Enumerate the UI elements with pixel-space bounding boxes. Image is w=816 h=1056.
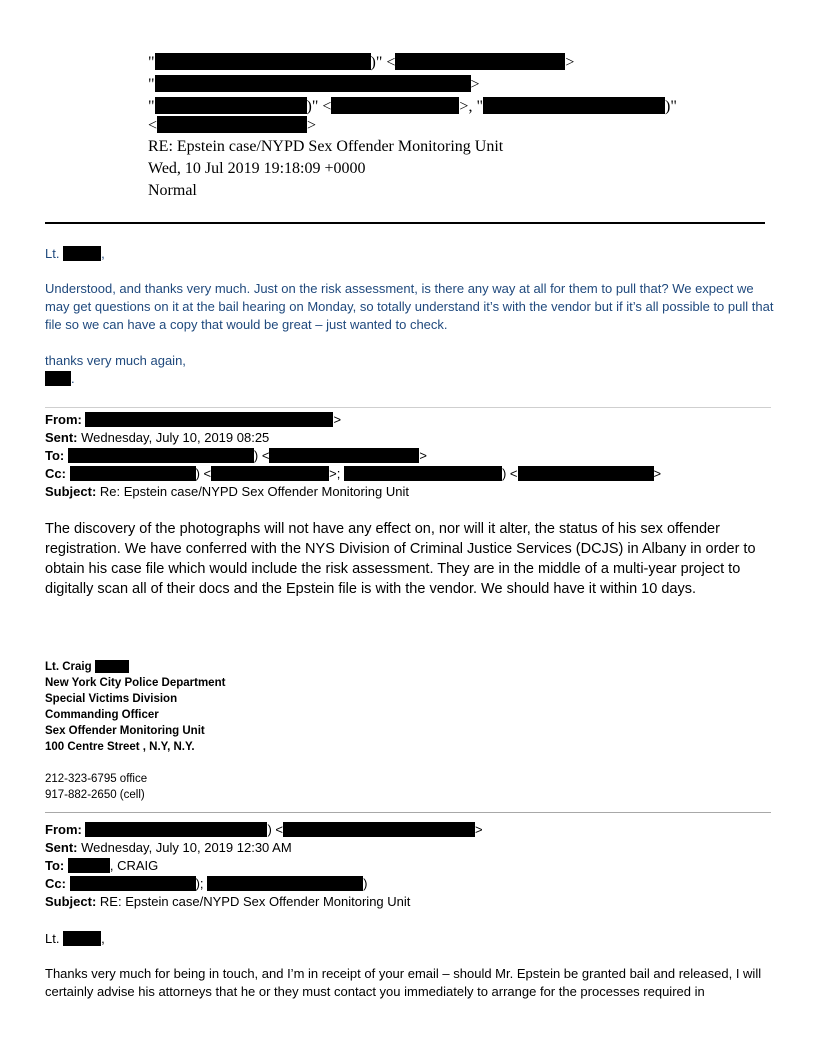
signature-line: Commanding Officer: [45, 709, 159, 721]
redaction: [155, 53, 371, 70]
fwd2-cc-label: Cc:: [45, 876, 66, 891]
redaction: [95, 660, 129, 673]
signature-name: [45, 659, 225, 675]
fwd1-sent-row: [45, 429, 269, 447]
fwd1-subject-row: [45, 483, 409, 501]
signature-line: 100 Centre Street , N.Y, N.Y.: [45, 741, 195, 753]
fwd2-subject-row: [45, 893, 410, 911]
from-value: " )" < >: [148, 54, 575, 71]
redaction: [483, 97, 665, 114]
signature-name-text: Lt. Craig: [45, 661, 92, 673]
reply-greeting: Lt. ,: [45, 246, 105, 261]
cc-value: " )" < >, " )": [148, 98, 677, 115]
redaction: [395, 53, 565, 70]
redaction: [283, 822, 475, 837]
fwd2-greeting-text: Lt.: [45, 931, 60, 946]
fwd2-sent-label: Sent:: [45, 840, 78, 855]
redaction: [157, 116, 307, 133]
signature-line: New York City Police Department: [45, 677, 226, 689]
fwd2-body: Thanks very much for being in touch, and I’m in receipt of your email – should Mr. Epstein be granted bail and released, I will certainly advise his attorneys that he or they must contact you immediately to arrange for the processes required in: [45, 966, 762, 999]
fwd2-from-row: From: ) < >: [45, 822, 483, 837]
fwd2-subject-label: Subject:: [45, 894, 97, 909]
date-value: Wed, 10 Jul 2019 19:18:09 +0000: [148, 160, 366, 177]
signature-phone-cell: 917-882-2650 (cell): [45, 789, 145, 801]
redaction: [344, 466, 502, 481]
cc-value-cont: < >: [148, 117, 317, 134]
fwd1-sent-label: Sent:: [45, 430, 78, 445]
redaction: [518, 466, 654, 481]
reply-paragraph: Understood, and thanks very much. Just on the risk assessment, is there any way at all for them to pull that? We expect we may get questions on it at the bail hearing on Monday, so totally understand it’s with the vendor but if it’s all possible to pull that file so we can have a copy that would be great – just wanted to check.: [45, 281, 774, 332]
fwd2-cc-row: Cc: ); ): [45, 876, 368, 891]
signature-block: [45, 659, 225, 803]
fwd1-to-label: To:: [45, 448, 65, 463]
subject-value: RE: Epstein case/NYPD Sex Offender Monitoring Unit: [148, 138, 504, 155]
redaction: [269, 448, 419, 463]
redaction: [85, 412, 333, 427]
message-divider: [45, 407, 771, 408]
reply-closing: thanks very much again,: [45, 353, 186, 368]
redaction: [63, 931, 101, 946]
signature-line: Sex Offender Monitoring Unit: [45, 725, 205, 737]
message-divider-2: [45, 812, 771, 813]
redaction: [155, 97, 307, 114]
fwd2-subject-value: RE: Epstein case/NYPD Sex Offender Monitoring Unit: [99, 894, 411, 909]
fwd1-body: The discovery of the photographs will not have any effect on, nor will it alter, the status of his sex offender registration. We have conferred with the NYS Division of Criminal Justice Services (DCJS) in Albany in order to obtain his case file which would include the risk assessment. They are in the middle of a multi-year project to digitally scan all of their docs and the Epstein file is with the vendor. We should have it within 10 days.: [45, 521, 756, 597]
header-divider: [45, 222, 765, 224]
redaction: [45, 371, 71, 386]
signature-line: Special Victims Division: [45, 693, 178, 705]
reply-signoff: .: [45, 370, 775, 388]
fwd1-cc-label: Cc:: [45, 466, 66, 481]
redaction: [70, 466, 196, 481]
fwd2-to-row: [45, 857, 158, 875]
fwd2-to-label: To:: [45, 858, 65, 873]
greeting-text: Lt.: [45, 246, 60, 261]
redaction: [207, 876, 363, 891]
fwd1-subject-value: Re: Epstein case/NYPD Sex Offender Monitoring Unit: [99, 484, 409, 499]
importance-value: Normal: [148, 182, 197, 199]
redaction: [68, 448, 254, 463]
fwd1-sent-value: Wednesday, July 10, 2019 08:25: [81, 430, 270, 445]
redaction: [63, 246, 101, 261]
fwd2-sent-row: [45, 839, 292, 857]
signature-phone-office: 212-323-6795 office: [45, 773, 148, 785]
fwd1-subject-label: Subject:: [45, 484, 97, 499]
redaction: [68, 858, 110, 873]
fwd1-from-label: From:: [45, 412, 82, 427]
redaction: [70, 876, 196, 891]
fwd1-to-row: To: ) < >: [45, 448, 428, 463]
fwd2-from-label: From:: [45, 822, 82, 837]
redaction: [211, 466, 329, 481]
redaction: [85, 822, 267, 837]
fwd2-greeting: Lt. ,: [45, 931, 105, 946]
fwd2-sent-value: Wednesday, July 10, 2019 12:30 AM: [81, 840, 292, 855]
fwd2-to-suffix: , CRAIG: [109, 858, 159, 873]
redaction: [331, 97, 459, 114]
fwd1-from-row: From: >: [45, 412, 342, 427]
fwd1-cc-row: Cc: ) < >; ) < >: [45, 466, 662, 481]
to-value: " >: [148, 76, 480, 93]
redaction: [155, 75, 471, 92]
